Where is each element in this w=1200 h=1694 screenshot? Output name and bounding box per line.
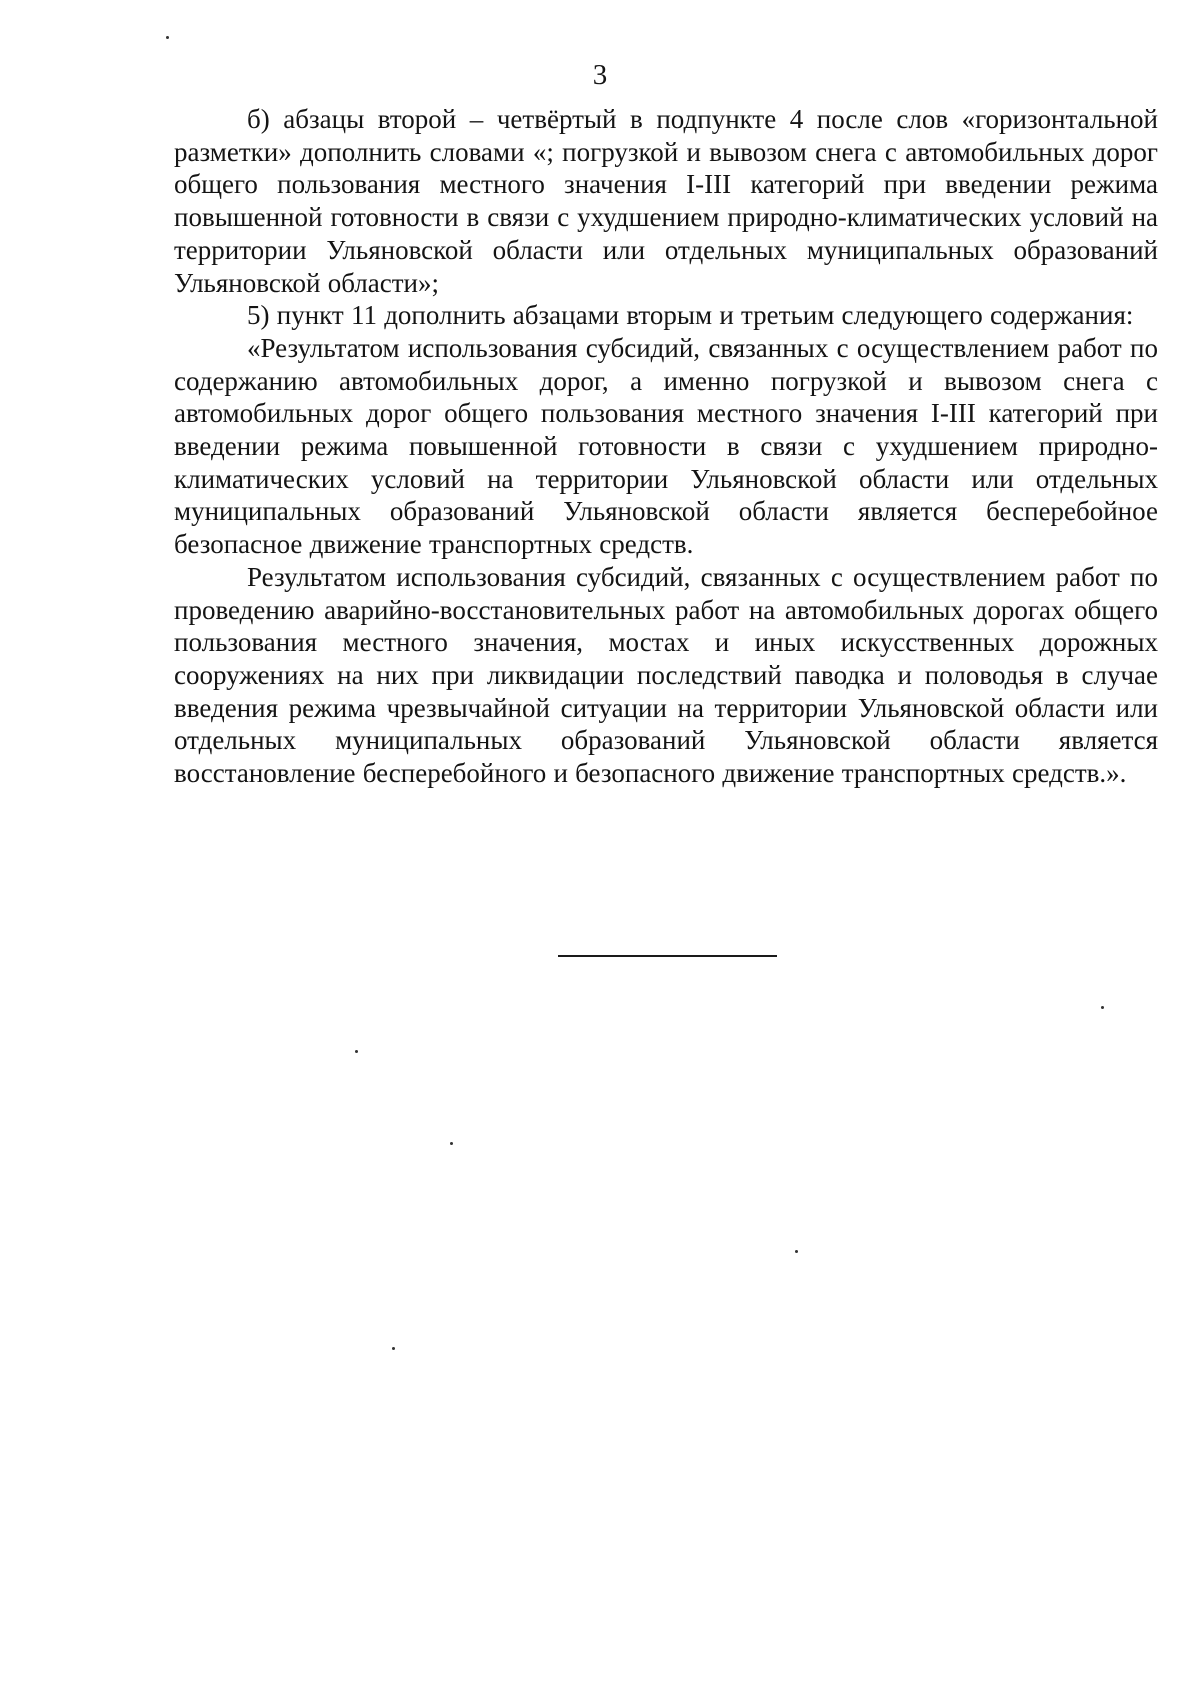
page-number: 3 — [592, 59, 608, 91]
scan-speck — [450, 1142, 453, 1145]
closing-divider-line — [558, 955, 777, 957]
scan-speck — [166, 36, 169, 39]
scan-speck — [795, 1250, 798, 1253]
scan-speck — [355, 1050, 358, 1053]
paragraph-amendment-b: б) абзацы второй – четвёртый в подпункте 4 после слов «горизонтальной разметки» дополнить словами «; погрузкой и вывозом снега с автомобильных дорог общего пользования местного значения I-III категорий при введении режима повышенной готовности в связи с ухудшением природно-климатических условий на территории Ульяновской области или отдельных муниципальных образований Ульяновской области»; — [174, 104, 1158, 298]
scan-speck — [1101, 1006, 1104, 1009]
paragraph-result-emergency-repair: Результатом использования субсидий, связанных с осуществлением работ по проведению аварийно-восстановительных работ на автомобильных дорогах общего пользования местного значения, мостах и иных искусственных дорожных сооружениях на них при ликвидации последствий паводка и половодья в случае введения режима чрезвычайной ситуации на территории Ульяновской области или отдельных муниципальных образований Ульяновской области является восстановление бесперебойного и безопасного движение транспортных средств.». — [174, 561, 1158, 789]
document-body — [174, 103, 1158, 790]
scan-speck — [392, 1347, 395, 1350]
paragraph-result-snow-removal: «Результатом использования субсидий, связанных с осуществлением работ по содержанию автомобильных дорог, а именно погрузкой и вывозом снега с автомобильных дорог общего пользования местного значения I-III категорий при введении режима повышенной готовности в связи с ухудшением природно-климатических условий на территории Ульяновской области или отдельных муниципальных образований Ульяновской области является бесперебойное безопасное движение транспортных средств. — [174, 332, 1158, 560]
paragraph-amendment-5: 5) пункт 11 дополнить абзацами вторым и третьим следующего содержания: — [247, 300, 1134, 331]
